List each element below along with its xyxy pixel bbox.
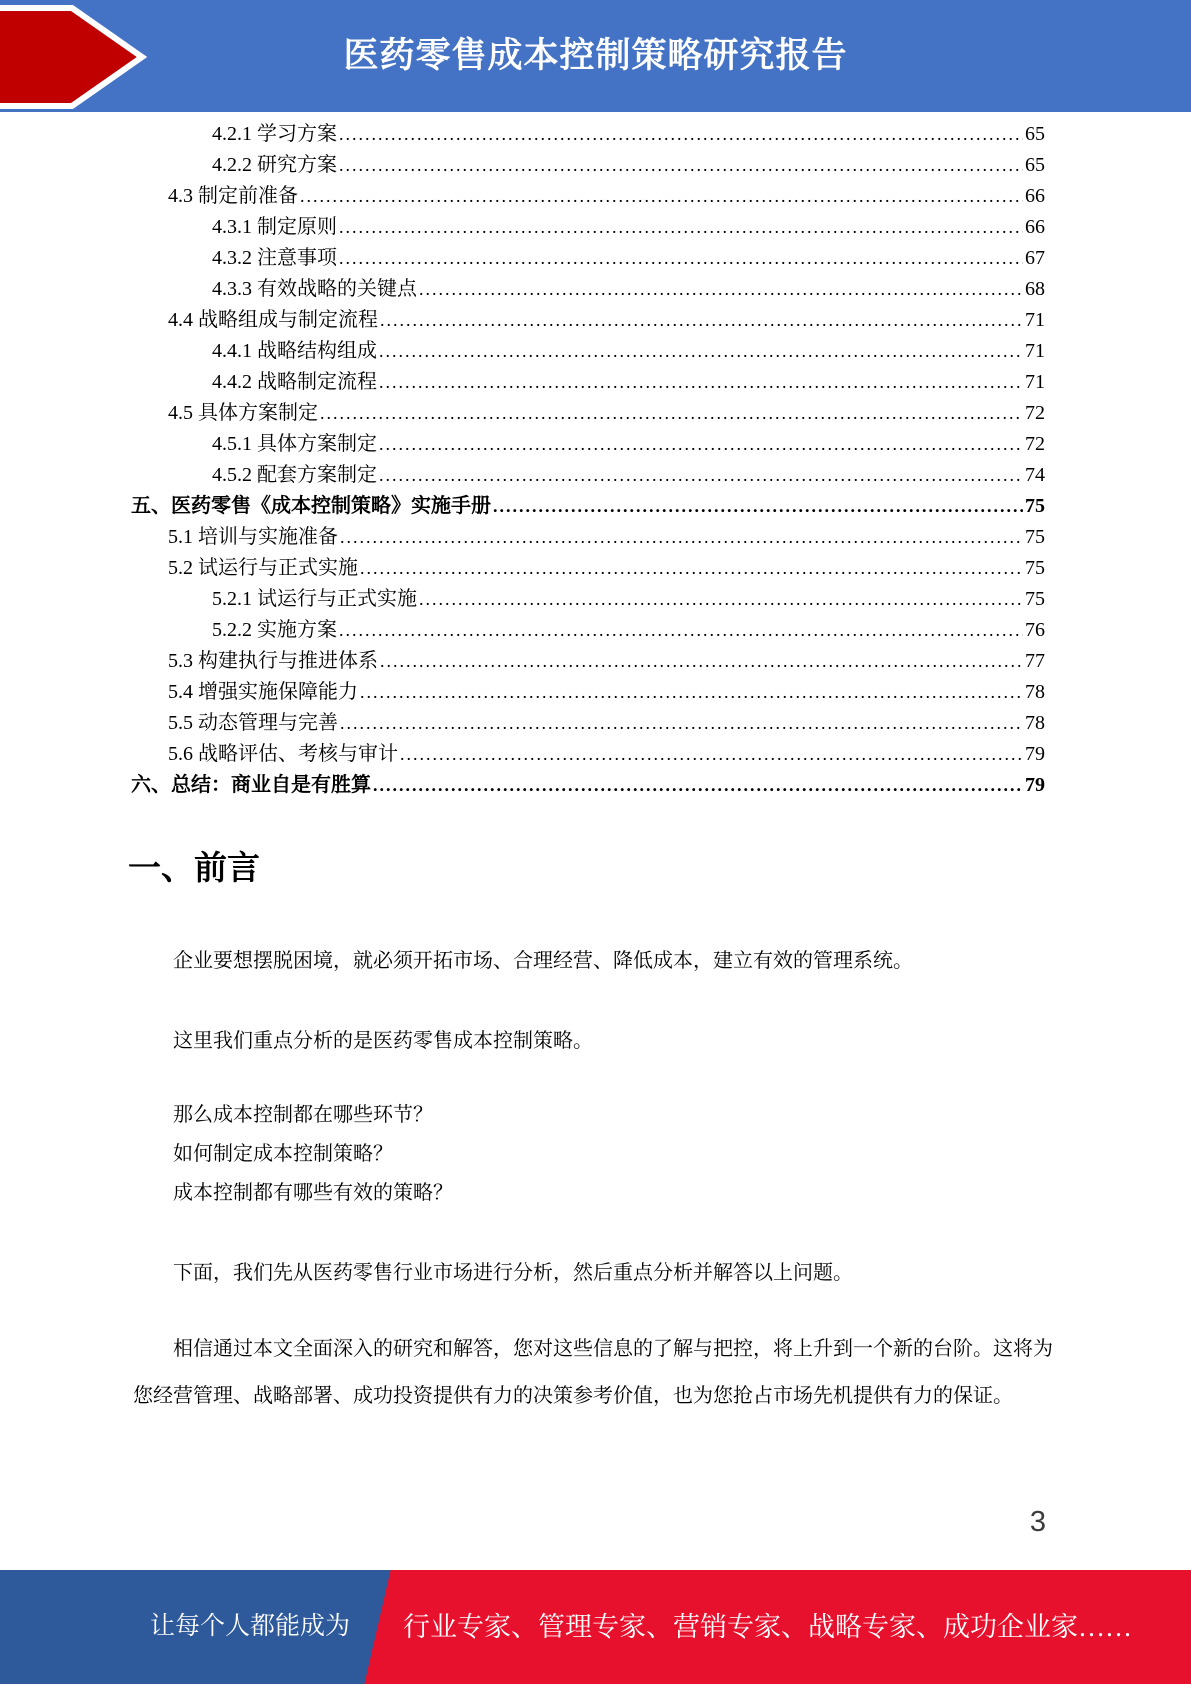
toc-entry	[131, 150, 1045, 181]
toc-entry	[131, 212, 1045, 243]
toc-entry-page: 72	[1025, 433, 1045, 455]
toc-entry	[131, 615, 1045, 646]
report-title: 医药零售成本控制策略研究报告	[343, 36, 848, 75]
paragraph: 那么成本控制都在哪些环节？	[173, 1104, 433, 1126]
toc-dot-leader	[360, 677, 1023, 708]
toc-entry-page: 66	[1025, 185, 1045, 207]
toc-entry-label: 4.3.3 有效战略的关键点	[212, 278, 417, 300]
toc-entry	[131, 677, 1045, 708]
footer-slogan-left: 让每个人都能成为	[149, 1613, 350, 1640]
toc-entry-label: 4.5 具体方案制定	[168, 402, 318, 424]
toc-dot-leader	[419, 274, 1023, 305]
toc-dot-leader	[340, 708, 1023, 739]
toc-entry-page: 74	[1025, 464, 1045, 486]
toc-entry-page: 78	[1025, 681, 1045, 703]
toc-entry-label: 4.5.2 配套方案制定	[212, 464, 377, 486]
toc-entry-label: 5.6 战略评估、考核与审计	[168, 743, 398, 765]
toc-dot-leader	[379, 367, 1023, 398]
toc-entry	[131, 739, 1045, 770]
toc-entry	[131, 243, 1045, 274]
toc-entry-label: 5.5 动态管理与完善	[168, 712, 338, 734]
toc-entry	[131, 646, 1045, 677]
toc-entry-page: 75	[1025, 495, 1045, 517]
paragraph: 下面，我们先从医药零售行业市场进行分析，然后重点分析并解答以上问题。	[173, 1262, 853, 1284]
toc-dot-leader	[339, 150, 1023, 181]
toc-dot-leader	[300, 181, 1023, 212]
toc-dot-leader	[419, 584, 1023, 615]
toc-entry-page: 75	[1025, 557, 1045, 579]
toc-entry-label: 5.3 构建执行与推进体系	[168, 650, 378, 672]
toc-entry-page: 65	[1025, 123, 1045, 145]
toc-entry-label: 4.4.2 战略制定流程	[212, 371, 377, 393]
toc-dot-leader	[493, 491, 1023, 522]
toc-entry-page: 71	[1025, 340, 1045, 362]
toc-entry-label: 4.4.1 战略结构组成	[212, 340, 377, 362]
toc-entry-page: 75	[1025, 526, 1045, 548]
toc-entry-label: 5.2.2 实施方案	[212, 619, 337, 641]
paragraph: 成本控制都有哪些有效的策略？	[173, 1182, 453, 1204]
toc-entry	[131, 274, 1045, 305]
toc-entry-page: 75	[1025, 588, 1045, 610]
toc-entry	[131, 398, 1045, 429]
toc-dot-leader	[379, 336, 1023, 367]
toc-entry-label: 4.2.1 学习方案	[212, 123, 337, 145]
toc-entry-page: 67	[1025, 247, 1045, 269]
toc-entry-page: 65	[1025, 154, 1045, 176]
page-footer-band	[0, 1570, 1191, 1684]
table-of-contents	[131, 119, 1045, 801]
section-heading-foreword: 一、前言	[128, 849, 260, 886]
page-header-band	[0, 0, 1191, 112]
toc-entry-label: 4.5.1 具体方案制定	[212, 433, 377, 455]
toc-entry	[131, 460, 1045, 491]
toc-entry-page: 77	[1025, 650, 1045, 672]
toc-entry-label: 4.3.1 制定原则	[212, 216, 337, 238]
paragraph: 企业要想摆脱困境，就必须开拓市场、合理经营、降低成本，建立有效的管理系统。	[173, 950, 913, 972]
toc-entry-label: 4.3.2 注意事项	[212, 247, 337, 269]
toc-entry-page: 68	[1025, 278, 1045, 300]
toc-entry-page: 72	[1025, 402, 1045, 424]
toc-entry	[131, 181, 1045, 212]
toc-entry-label: 5.1 培训与实施准备	[168, 526, 338, 548]
paragraph: 相信通过本文全面深入的研究和解答，您对这些信息的了解与把控，将上升到一个新的台阶。这将为您经营管理、战略部署、成功投资提供有力的决策参考价值，也为您抢占市场先机提供有力的保证。	[133, 1338, 1053, 1407]
toc-entry	[131, 708, 1045, 739]
body-text	[133, 938, 1063, 1420]
toc-entry	[131, 305, 1045, 336]
toc-entry-label: 5.2.1 试运行与正式实施	[212, 588, 417, 610]
toc-entry-page: 76	[1025, 619, 1045, 641]
page-number: 3	[1029, 1506, 1047, 1538]
toc-entry	[131, 429, 1045, 460]
toc-entry	[131, 770, 1045, 801]
toc-dot-leader	[320, 398, 1023, 429]
toc-dot-leader	[339, 212, 1023, 243]
toc-entry-page: 71	[1025, 309, 1045, 331]
toc-dot-leader	[373, 770, 1023, 801]
paragraph: 如何制定成本控制策略？	[173, 1143, 393, 1165]
toc-dot-leader	[360, 553, 1023, 584]
toc-entry-label: 五、医药零售《成本控制策略》实施手册	[131, 495, 491, 517]
toc-entry-label: 4.4 战略组成与制定流程	[168, 309, 378, 331]
toc-dot-leader	[340, 522, 1023, 553]
paragraph: 这里我们重点分析的是医药零售成本控制策略。	[173, 1030, 593, 1052]
toc-entry-label: 4.2.2 研究方案	[212, 154, 337, 176]
toc-entry-page: 79	[1025, 743, 1045, 765]
toc-entry	[131, 584, 1045, 615]
toc-entry-page: 78	[1025, 712, 1045, 734]
toc-entry	[131, 119, 1045, 150]
toc-dot-leader	[380, 646, 1023, 677]
footer-slogan-right: 行业专家、管理专家、营销专家、战略专家、成功企业家……	[403, 1612, 1132, 1642]
toc-dot-leader	[379, 429, 1023, 460]
toc-dot-leader	[339, 243, 1023, 274]
toc-entry-label: 5.2 试运行与正式实施	[168, 557, 358, 579]
toc-entry-page: 71	[1025, 371, 1045, 393]
toc-dot-leader	[379, 460, 1023, 491]
toc-entry-page: 79	[1025, 774, 1045, 796]
toc-entry	[131, 553, 1045, 584]
toc-dot-leader	[339, 119, 1023, 150]
toc-entry	[131, 336, 1045, 367]
toc-dot-leader	[400, 739, 1023, 770]
toc-entry	[131, 522, 1045, 553]
toc-entry-label: 4.3 制定前准备	[168, 185, 298, 207]
toc-entry-label: 5.4 增强实施保障能力	[168, 681, 358, 703]
toc-dot-leader	[339, 615, 1023, 646]
toc-dot-leader	[380, 305, 1023, 336]
toc-entry-page: 66	[1025, 216, 1045, 238]
toc-entry	[131, 491, 1045, 522]
toc-entry	[131, 367, 1045, 398]
toc-entry-label: 六、总结：商业自是有胜算	[131, 774, 371, 796]
